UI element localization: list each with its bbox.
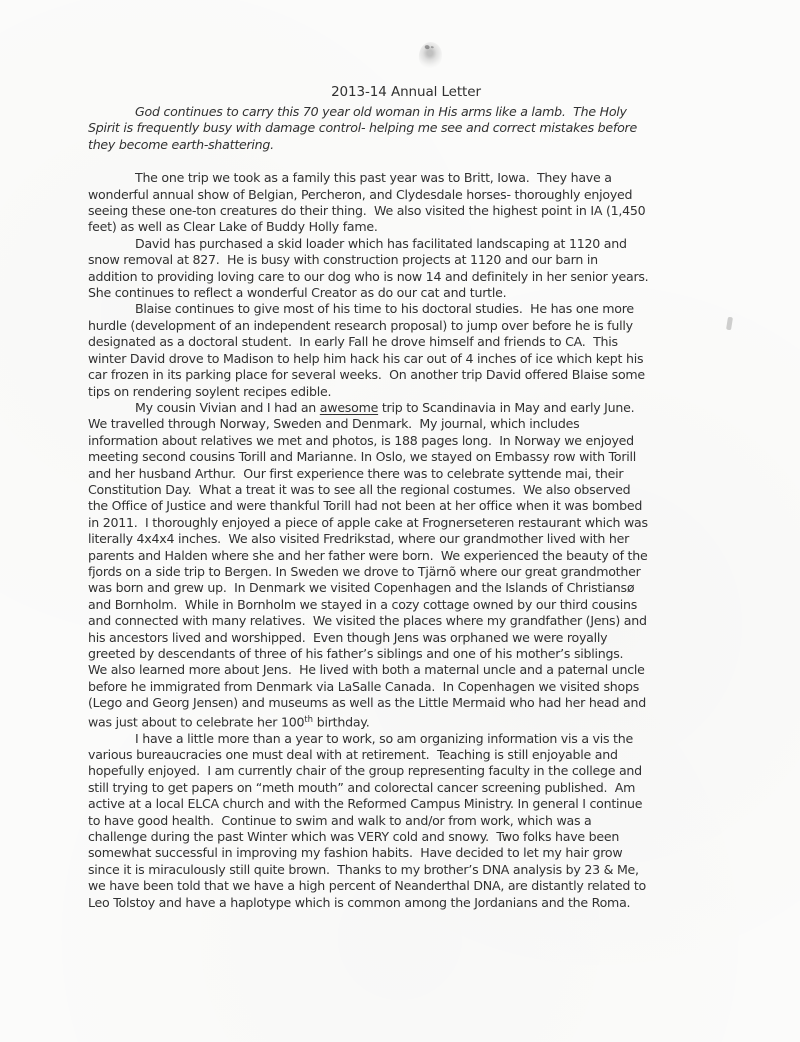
text-line: Spirit is frequently busy with damage control- helping me see and correct mistakes before: [88, 120, 637, 136]
paragraph: [88, 731, 724, 911]
text-line: car frozen in its parking place for several weeks. On another trip David offered Blaise some: [88, 367, 645, 383]
intro-paragraph: [88, 104, 724, 153]
text-line: information about relatives we met and photos, is 188 pages long. In Norway we enjoyed: [88, 432, 634, 448]
paragraph: [88, 170, 724, 236]
text-line: before he immigrated from Denmark via LaSalle Canada. In Copenhagen we visited shops: [88, 678, 640, 694]
text-line: wonderful annual show of Belgian, Percheron, and Clydesdale horses- thoroughly enjoyed: [88, 186, 633, 202]
text-line: parents and Halden where she and her father were born. We experienced the beauty of the: [88, 547, 648, 563]
text-line: addition to providing loving care to our dog who is now 14 and definitely in her senior years.: [88, 268, 649, 284]
text-line: tips on rendering soylent recipes edible.: [88, 383, 332, 399]
paragraph: [88, 236, 724, 302]
text-line: Blaise continues to give most of his time to his doctoral studies. He has one more: [135, 301, 634, 317]
text-line: seeing these one-ton creatures do their thing. We also visited the highest point in IA (1,450: [88, 203, 646, 219]
text-line: literally 4x4x4 inches. We also visited Fredrikstad, where our grandmother lived with her: [88, 531, 630, 547]
text-line: We travelled through Norway, Sweden and Denmark. My journal, which includes: [88, 416, 580, 432]
text-line: still trying to get papers on “meth mouth” and colorectal cancer screening published. Am: [88, 779, 636, 795]
paragraph: [88, 400, 724, 731]
text-line: and connected with many relatives. We visited the places where my grandfather (Jens) and: [88, 613, 647, 629]
text-line: Constitution Day. What a treat it was to see all the regional costumes. We also observed: [88, 481, 631, 497]
text-line: (Lego and Georg Jensen) and museums as well as the Little Mermaid who had her head and: [88, 695, 646, 711]
text-line: She continues to reflect a wonderful Creator as do our cat and turtle.: [88, 285, 507, 301]
paragraph: [88, 301, 724, 399]
text-line: they become earth-shattering.: [88, 136, 274, 152]
text-line: designated as a doctoral student. In early Fall he drove himself and friends to CA. This: [88, 334, 618, 350]
text-line: Leo Tolstoy and have a haplotype which is common among the Jordanians and the Roma.: [88, 894, 631, 910]
text-line: and her husband Arthur. Our first experience there was to celebrate syttende mai, their: [88, 465, 624, 481]
underlined-text: awesome: [319, 399, 379, 415]
scan-mark-artifact: [726, 317, 733, 331]
text-line: meeting second cousins Torill and Marianne. In Oslo, we stayed on Embassy row with Torill: [88, 449, 637, 465]
text-line: was born and grew up. In Denmark we visited Copenhagen and the Islands of Christiansø: [88, 580, 635, 596]
letter-body: [88, 104, 724, 911]
text-line: fjords on a side trip to Bergen. In Sweden we drove to Tjärnõ where our great grandmother: [88, 563, 641, 579]
text-line: snow removal at 827. He is busy with construction projects at 1120 and our barn in: [88, 252, 598, 268]
text-line: My cousin Vivian and I had an awesome trip to Scandinavia in May and early June.: [135, 399, 635, 415]
text-line: hopefully enjoyed. I am currently chair of the group representing faculty in the college and: [88, 763, 642, 779]
text-line: in 2011. I thoroughly enjoyed a piece of apple cake at Frognerseteren restaurant which was: [88, 514, 648, 530]
text-line: since it is miraculously still quite brown. Thanks to my brother’s DNA analysis by 23 & Me,: [88, 861, 639, 877]
text-line: greeted by descendants of three of his father’s siblings and one of his mother’s siblings.: [88, 646, 624, 661]
text-line: David has purchased a skid loader which has facilitated landscaping at 1120 and: [135, 235, 627, 251]
text-line: active at a local ELCA church and with the Reformed Campus Ministry. In general I continue: [88, 796, 643, 812]
superscript-text: th: [304, 714, 313, 725]
text-line: The one trip we took as a family this past year was to Britt, Iowa. They have a: [135, 170, 612, 186]
text-line: somewhat successful in improving my fashion habits. Have decided to let my hair grow: [88, 845, 623, 861]
text-line: was just about to celebrate her 100th birthday.: [88, 714, 370, 730]
text-line: his ancestors lived and worshipped. Even though Jens was orphaned we were royally: [88, 629, 608, 645]
text-line: to have good health. Continue to swim and walk to and/or from work, which was a: [88, 812, 592, 828]
text-line: and Bornholm. While in Bornholm we stayed in a cozy cottage owned by our third cousins: [88, 596, 638, 612]
text-line: the Office of Justice and were thankful Torill had not been at her office when it was bombed: [88, 498, 643, 514]
text-line: feet) as well as Clear Lake of Buddy Holly fame.: [88, 219, 378, 235]
text-line: challenge during the past Winter which was VERY cold and snowy. Two folks have been: [88, 828, 620, 844]
text-line: I have a little more than a year to work, so am organizing information vis a vis the: [135, 730, 633, 746]
letter-title: 2013-14 Annual Letter: [331, 84, 481, 100]
text-line: various bureaucracies one must deal with at retirement. Teaching is still enjoyable and: [88, 746, 618, 762]
letter-content: [88, 84, 724, 911]
text-line: We also learned more about Jens. He lived with both a maternal uncle and a paternal uncle: [88, 662, 645, 678]
text-line: we have been told that we have a high percent of Neanderthal DNA, are distantly related to: [88, 878, 646, 894]
text-line: God continues to carry this 70 year old woman in His arms like a lamb. The Holy: [135, 104, 627, 119]
text-line: hurdle (development of an independent research proposal) to jump over before he is fully: [88, 317, 633, 333]
scan-smudge-artifact: [416, 40, 444, 71]
text-line: winter David drove to Madison to help him hack his car out of 4 inches of ice which kept his: [88, 350, 644, 366]
